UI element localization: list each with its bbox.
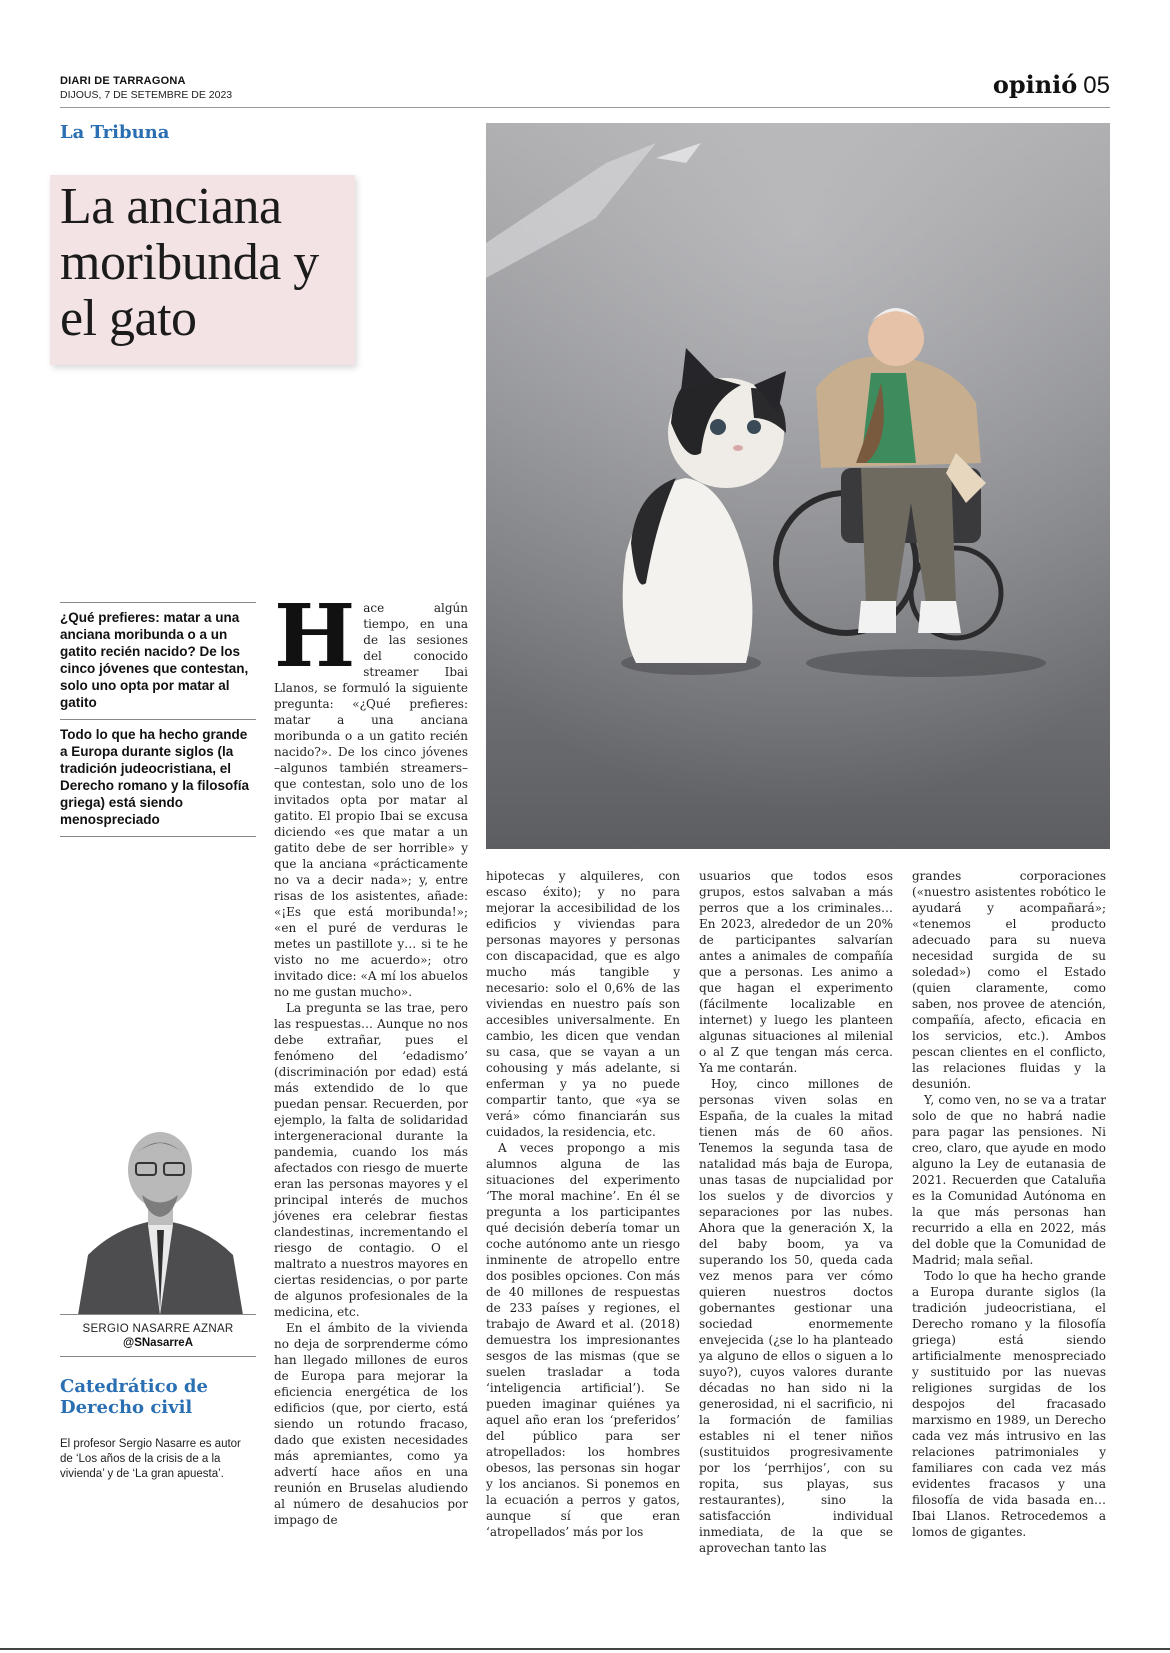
author-block [60, 1314, 256, 1357]
article-paragraph: A veces propongo a mis alumnos alguna de las situaciones del experimento ‘The moral machine’. En él se pregunta a los participantes qué decisión debería tomar un coche autónomo ante un riesgo inminente de atropello entre dos posibles opciones. Con más de 40 millones de respuestas de 233 países y regiones, el trabajo de Award et al. (2018) demuestra los impresionantes sesgos de las mismas (que se suelen trasladar a toda ‘inteligencia artificial’). Se pueden imaginar quiénes ya aquel año eran los ‘preferidos’ del público para ser atropellados: los hombres obesos, las personas sin hogar y los ancianos. Si ponemos en la ecuación a perros y gatos, aunque sí que eran ‘atropellados’ más por los [486, 1141, 680, 1539]
section-tag: La Tribuna [60, 122, 170, 143]
masthead-left [60, 75, 232, 101]
author-name: SERGIO NASARRE AZNAR [82, 1323, 234, 1335]
article-column-4 [912, 868, 1106, 1540]
headline: La anciana moribunda y el gato [60, 178, 319, 347]
page-number: 05 [1083, 72, 1110, 99]
header-rule [60, 107, 1110, 108]
article-paragraph: En el ámbito de la vivienda no deja de sorprenderme cómo han llegado millones de euros de Europa para mejorar la eficiencia energética de los edificios (que, por cierto, está siendo un rotundo fracaso, dado que existen necesidades más apremiantes, como ya advertí hace años en una reunión en Bruselas aludiendo al número de desahucios por impago de [274, 1321, 468, 1527]
paragraph-text: ace algún tiempo, en una de las sesiones del conocido streamer Ibai Llanos, se formuló la siguiente pregunta: «¿Qué prefieres: matar a una anciana moribunda o a un gatito recién nacido?». De los cinco jóvenes –algunos también streamers– que contestan, solo uno de los invitados opta por matar al gatito. El propio Ibai se excusa diciendo «es que matar a un gatito debe de ser horrible» y que la anciana «prácticamente no va a decir nada»; y, entre risas de los asistentes, añade: «¡Es que está moribunda!»; «en el puré de verduras le metes un pastillote y… si te he visto no me acuerdo»; otro invitado dice: «A mí los abuelos no me gustan mucho». [274, 601, 468, 999]
article-paragraph: Y, como ven, no se va a tratar solo de que no habrá nadie para pagar las pensiones. Ni creo, claro, que ayude en modo alguno la Ley de eutanasia de 2021. Recuerden que Cataluña es la Comunidad Autónoma en la que más personas han recurrido a ella en 2022, más del doble que la Comunidad de Madrid; mala señal. [912, 1093, 1106, 1267]
author-photo [78, 1115, 243, 1315]
section-name: opinió [992, 70, 1078, 99]
drop-cap: H [274, 586, 356, 687]
author-handle: @SNasarreA [122, 1337, 194, 1349]
article-paragraph: usuarios que todos esos grupos, estos salvaban a más perros que a los criminales… En 2023, alrededor de un 20% de participantes salvarían antes a animales de compañía que a personas. Les animo a que hagan el experimento (fácilmente localizable en internet) y luego les planteen algunas situaciones al milenial o al Z que tengan más cerca. Ya me contarán. [699, 869, 893, 1075]
paper-name: DIARI DE TARRAGONA [60, 75, 186, 87]
author-title: Catedrático de Derecho civil [60, 1376, 208, 1418]
headline-box [50, 175, 355, 365]
bottom-rule [0, 1648, 1170, 1650]
masthead-right [993, 70, 1110, 100]
article-paragraph: hipotecas y alquileres, con escaso éxito); y no para mejorar la accesibilidad de los edificios y viviendas para personas mayores y personas con discapacidad, que es algo mucho más tangible y necesario: solo el 0,6% de las viviendas en nuestro país son accesibles universalmente. En cambio, les dicen que vendan su casa, que se vayan a un cohousing y más adelante, si enferman y ya no puede compartir tanto, que «ya se verá» cómo financiarán sus cuidados, la residencia, etc. [486, 869, 680, 1139]
article-column-1 [274, 586, 468, 1528]
pull-quote: Todo lo que ha hecho grande a Europa durante siglos (la tradición judeocristiana, el Derecho romano y la filosofía griega) está siendo menospreciado [60, 720, 256, 837]
main-photo [486, 123, 1110, 849]
article-paragraph: grandes corporaciones («nuestro asistentes robótico le ayudará y acompañará»; «tenemos el producto adecuado para su nueva necesidad surgida de su soledad») como el Estado (quien claramente, como saben, nos provee de atención, compañía, afecto, eficacia en los servicios, etc.). Ambos pescan clientes en el conflicto, las relaciones fluidas y la desunión. [912, 869, 1106, 1091]
pull-quote: ¿Qué prefieres: matar a una anciana moribunda o a un gatito recién nacido? De los cinco jóvenes que contestan, solo uno opta por matar al gatito [60, 603, 256, 720]
author-bio: El profesor Sergio Nasarre es autor de ‘Los años de la crisis de a la vivienda’ y de ‘La gran apuesta’. [60, 1438, 241, 1480]
article-column-2 [486, 868, 680, 1540]
pull-quotes [60, 602, 256, 837]
article-column-3 [699, 868, 893, 1556]
article-paragraph: Hoy, cinco millones de personas viven solas en España, de la cuales la mitad tienen más de 60 años. Tenemos la segunda tasa de natalidad más baja de Europa, unas tasas de nupcialidad por los suelos y de divorcios y separaciones por las nubes. Ahora que la generación X, la del baby boom, ya va superando los 50, queda cada vez menos para ver cómo quieren nuestros doctos gobernantes gestionar una sociedad enormemente envejecida (¿se lo ha planteado ya alguno de ellos o siguen a lo suyo?), cuyos valores durante décadas no han sido ni la generosidad, ni el sacrificio, ni la formación de familias estables ni el tener niños (sustituidos progresivamente por los ‘perrhijos’, con su ropita, sus playas, sus restaurantes), sino la satisfacción individual inmediata, de la que se aprovechan tanto las [699, 1077, 893, 1555]
article-paragraph: Todo lo que ha hecho grande a Europa durante siglos (la tradición judeocristiana, el Derecho romano y la filosofía griega) está siendo artificialmente menospreciado y sustituido por las nuevas religiones surgidas de los despojos del fracasado marxismo en 1989, un Derecho cada vez más intrusivo en las relaciones patrimoniales y familiares con cada vez más evidentes fracasos y una filosofía de vida basada en… Ibai Llanos. Retrocedemos a lomos de gigantes. [912, 1269, 1106, 1539]
publication-date: DIJOUS, 7 DE SETEMBRE DE 2023 [60, 89, 233, 101]
article-paragraph [274, 586, 468, 1000]
article-paragraph: La pregunta se las trae, pero las respuestas… Aunque no nos debe extrañar, pues el fenómeno del ‘edadismo’ (discriminación por edad) está más extendido de lo que puedan pensar. Recuerden, por ejemplo, la falta de solidaridad intergeneracional durante la pandemia, cuando los más afectados con riesgo de muerte eran las personas mayores y el principal interés de muchos jóvenes era celebrar fiestas clandestinas, incrementando el riesgo de contagio. O el maltrato a nuestros mayores en ciertas residencias, o por parte de algunos profesionales de la medicina, etc. [274, 1001, 468, 1319]
